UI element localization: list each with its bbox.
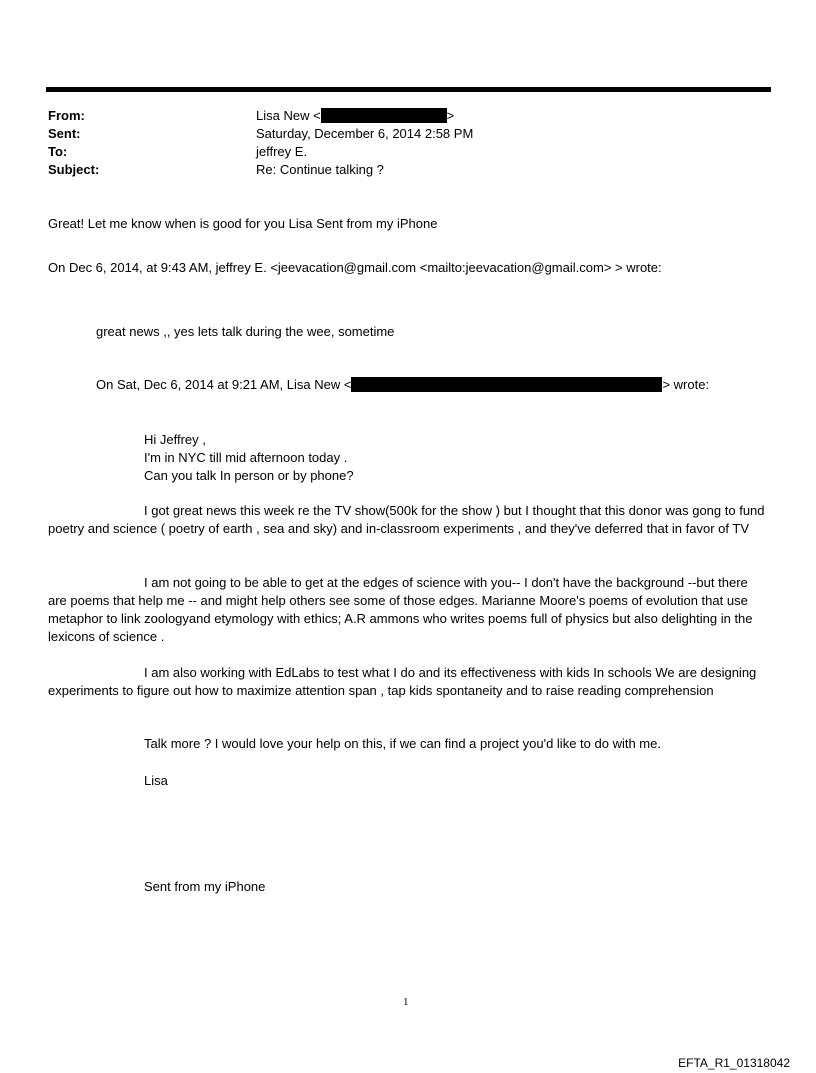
redaction-box (351, 377, 662, 392)
from-value (256, 107, 454, 125)
nyc-line: I'm in NYC till mid afternoon today . (144, 450, 348, 465)
paragraph-tv-show-text: I got great news this week re the TV show(500k for the show ) but I thought that this donor was gong to fund poetry and science ( poetry of earth , sea and sky) and in-classroom experiments , and they've deferred that in favor of TV (48, 503, 765, 536)
talk-more-line: Talk more ? I would love your help on this, if we can find a project you'd like to do with me. (144, 736, 661, 751)
from-value-end: > (446, 108, 455, 123)
subject-value: Re: Continue talking ? (256, 162, 384, 177)
from-name: Lisa New < (256, 108, 321, 123)
redaction-box (321, 108, 447, 123)
sent-value: Saturday, December 6, 2014 2:58 PM (256, 126, 474, 141)
quoted-reply: great news ,, yes lets talk during the wee, sometime (96, 324, 395, 339)
quote-attribution: On Dec 6, 2014, at 9:43 AM, jeffrey E. <jeevacation@gmail.com <mailto:jeevacation@gmail.com> > wrote: (48, 260, 662, 275)
header-rule (46, 87, 771, 92)
paragraph-edlabs-text: I am also working with EdLabs to test what I do and its effectiveness with kids In schools We are designing experiments to figure out how to maximize attention span , tap kids spontaneity and to raise reading comprehension (48, 665, 757, 698)
paragraph-tv-show (48, 502, 766, 538)
page-number: 1 (403, 996, 409, 1008)
from-label: From: (48, 108, 85, 123)
nested-quote-attribution (96, 376, 709, 394)
paragraph-edlabs (48, 664, 766, 700)
paragraph-science-edges-text: I am not going to be able to get at the edges of science with you-- I don't have the background --but there are poems that help me -- and might help others see some of those edges. Marianne Moore's poems of evolution that use metaphor to link zoologyand etymology with ethics; A.R ammons who writes poems full of physics but also delighting in the lexicons of science . (48, 575, 753, 644)
to-value: jeffrey E. (256, 144, 308, 159)
nested-quote-end: > wrote: (662, 377, 710, 392)
phone-line: Can you talk In person or by phone? (144, 468, 354, 483)
sent-label: Sent: (48, 126, 81, 141)
greeting: Hi Jeffrey , (144, 432, 206, 447)
to-label: To: (48, 144, 68, 159)
reply-line: Great! Let me know when is good for you Lisa Sent from my iPhone (48, 216, 438, 231)
nested-quote-start: On Sat, Dec 6, 2014 at 9:21 AM, Lisa New < (96, 377, 352, 392)
paragraph-science-edges (48, 574, 766, 646)
sent-from-line: Sent from my iPhone (144, 879, 266, 894)
signoff: Lisa (144, 773, 168, 788)
bates-number: EFTA_R1_01318042 (678, 1056, 790, 1070)
subject-label: Subject: (48, 162, 100, 177)
